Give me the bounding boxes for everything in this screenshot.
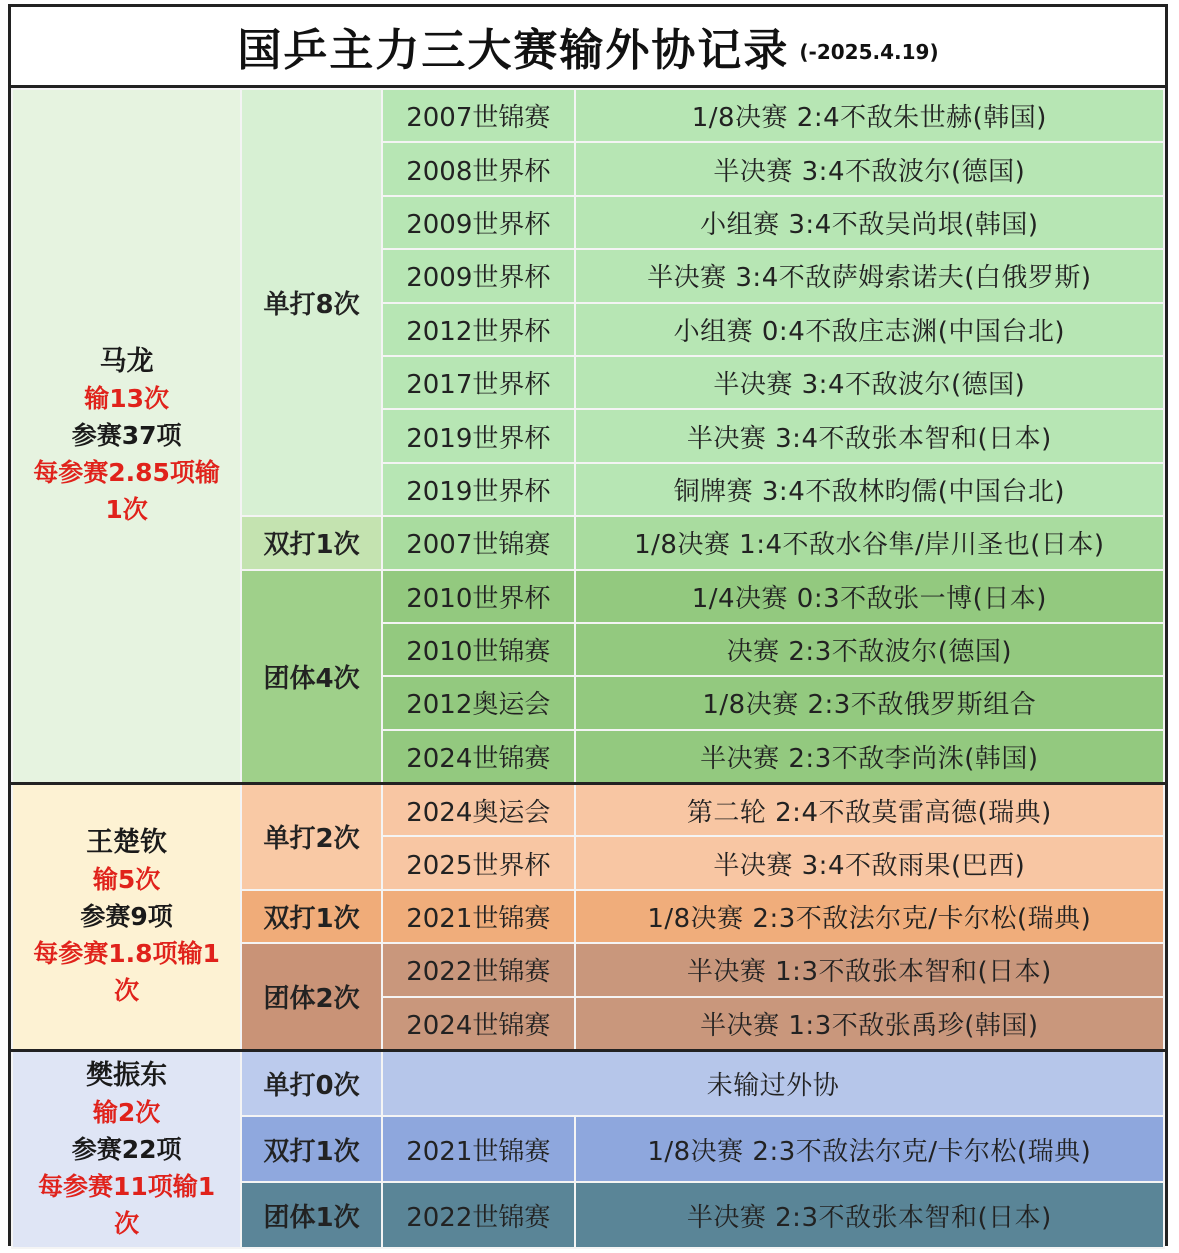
event-cell: 2021世锦赛 bbox=[382, 1116, 575, 1182]
records-table bbox=[11, 88, 1165, 1249]
table-row bbox=[12, 1050, 1164, 1116]
result-cell: 1/8决赛 2:4不敌朱世赫(韩国) bbox=[575, 89, 1164, 142]
result-cell: 半决赛 3:4不敌萨姆索诺夫(白俄罗斯) bbox=[575, 249, 1164, 302]
table-row bbox=[12, 783, 1164, 836]
table-row bbox=[12, 89, 1164, 142]
category-singles: 单打2次 bbox=[241, 783, 382, 890]
loss-count: 输5次 bbox=[92, 865, 161, 895]
result-cell: 半决赛 3:4不敌张本智和(日本) bbox=[575, 409, 1164, 462]
loss-count: 输2次 bbox=[92, 1097, 161, 1127]
category-singles: 单打0次 bbox=[241, 1050, 382, 1116]
result-cell: 半决赛 2:3不敌张本智和(日本) bbox=[575, 1182, 1164, 1248]
event-cell: 2024奥运会 bbox=[382, 783, 575, 836]
category-team: 团体1次 bbox=[241, 1182, 382, 1248]
result-cell: 半决赛 3:4不敌波尔(德国) bbox=[575, 356, 1164, 409]
result-cell: 决赛 2:3不敌波尔(德国) bbox=[575, 623, 1164, 676]
event-cell: 2024世锦赛 bbox=[382, 997, 575, 1050]
event-cell: 2021世锦赛 bbox=[382, 890, 575, 943]
loss-rate: 每参赛2.85项输1次 bbox=[33, 458, 220, 525]
event-cell: 2019世界杯 bbox=[382, 463, 575, 516]
category-team: 团体4次 bbox=[241, 570, 382, 784]
event-cell: 2012世界杯 bbox=[382, 303, 575, 356]
category-doubles: 双打1次 bbox=[241, 890, 382, 943]
result-cell: 1/8决赛 2:3不敌法尔克/卡尔松(瑞典) bbox=[575, 890, 1164, 943]
result-cell: 小组赛 3:4不敌吴尚垠(韩国) bbox=[575, 196, 1164, 249]
event-cell: 2024世锦赛 bbox=[382, 730, 575, 783]
loss-count: 输13次 bbox=[84, 384, 169, 414]
event-cell: 2025世界杯 bbox=[382, 836, 575, 889]
record-sheet bbox=[8, 4, 1168, 1246]
entry-count: 参赛37项 bbox=[71, 421, 182, 451]
result-cell: 1/4决赛 0:3不敌张一博(日本) bbox=[575, 570, 1164, 623]
result-cell: 铜牌赛 3:4不敌林昀儒(中国台北) bbox=[575, 463, 1164, 516]
result-cell: 第二轮 2:4不敌莫雷高德(瑞典) bbox=[575, 783, 1164, 836]
loss-rate: 每参赛1.8项输1次 bbox=[33, 939, 220, 1006]
result-cell: 1/8决赛 1:4不敌水谷隼/岸川圣也(日本) bbox=[575, 516, 1164, 569]
entry-count: 参赛9项 bbox=[80, 902, 173, 932]
event-cell: 2009世界杯 bbox=[382, 196, 575, 249]
player-cell-ma-long bbox=[12, 89, 241, 783]
entry-count: 参赛22项 bbox=[71, 1134, 182, 1164]
event-cell: 2007世锦赛 bbox=[382, 89, 575, 142]
player-cell-wang-chuqin bbox=[12, 783, 241, 1050]
event-cell: 2022世锦赛 bbox=[382, 943, 575, 996]
category-team: 团体2次 bbox=[241, 943, 382, 1050]
player-name: 樊振东 bbox=[86, 1059, 168, 1091]
category-singles: 单打8次 bbox=[241, 89, 382, 516]
player-cell-fan-zhendong bbox=[12, 1050, 241, 1248]
event-cell: 2017世界杯 bbox=[382, 356, 575, 409]
player-name: 王楚钦 bbox=[86, 827, 168, 859]
page-subtitle: (-2025.4.19) bbox=[799, 40, 939, 64]
result-cell: 半决赛 3:4不敌雨果(巴西) bbox=[575, 836, 1164, 889]
page-title: 国乒主力三大赛输外协记录 bbox=[237, 25, 790, 76]
result-cell: 1/8决赛 2:3不敌俄罗斯组合 bbox=[575, 676, 1164, 729]
player-name: 马龙 bbox=[99, 346, 154, 378]
loss-rate: 每参赛11项输1次 bbox=[38, 1171, 216, 1238]
event-cell: 2022世锦赛 bbox=[382, 1182, 575, 1248]
result-cell: 半决赛 2:3不敌李尚洙(韩国) bbox=[575, 730, 1164, 783]
event-cell: 2019世界杯 bbox=[382, 409, 575, 462]
event-cell: 2009世界杯 bbox=[382, 249, 575, 302]
event-cell: 2007世锦赛 bbox=[382, 516, 575, 569]
title-bar bbox=[11, 7, 1165, 88]
event-cell: 2008世界杯 bbox=[382, 142, 575, 195]
result-cell: 1/8决赛 2:3不敌法尔克/卡尔松(瑞典) bbox=[575, 1116, 1164, 1182]
event-cell: 2012奥运会 bbox=[382, 676, 575, 729]
result-cell: 半决赛 1:3不敌张本智和(日本) bbox=[575, 943, 1164, 996]
no-loss-note: 未输过外协 bbox=[382, 1050, 1164, 1116]
category-doubles: 双打1次 bbox=[241, 1116, 382, 1182]
result-cell: 小组赛 0:4不敌庄志渊(中国台北) bbox=[575, 303, 1164, 356]
event-cell: 2010世界杯 bbox=[382, 570, 575, 623]
category-doubles: 双打1次 bbox=[241, 516, 382, 569]
event-cell: 2010世锦赛 bbox=[382, 623, 575, 676]
result-cell: 半决赛 3:4不敌波尔(德国) bbox=[575, 142, 1164, 195]
result-cell: 半决赛 1:3不敌张禹珍(韩国) bbox=[575, 997, 1164, 1050]
